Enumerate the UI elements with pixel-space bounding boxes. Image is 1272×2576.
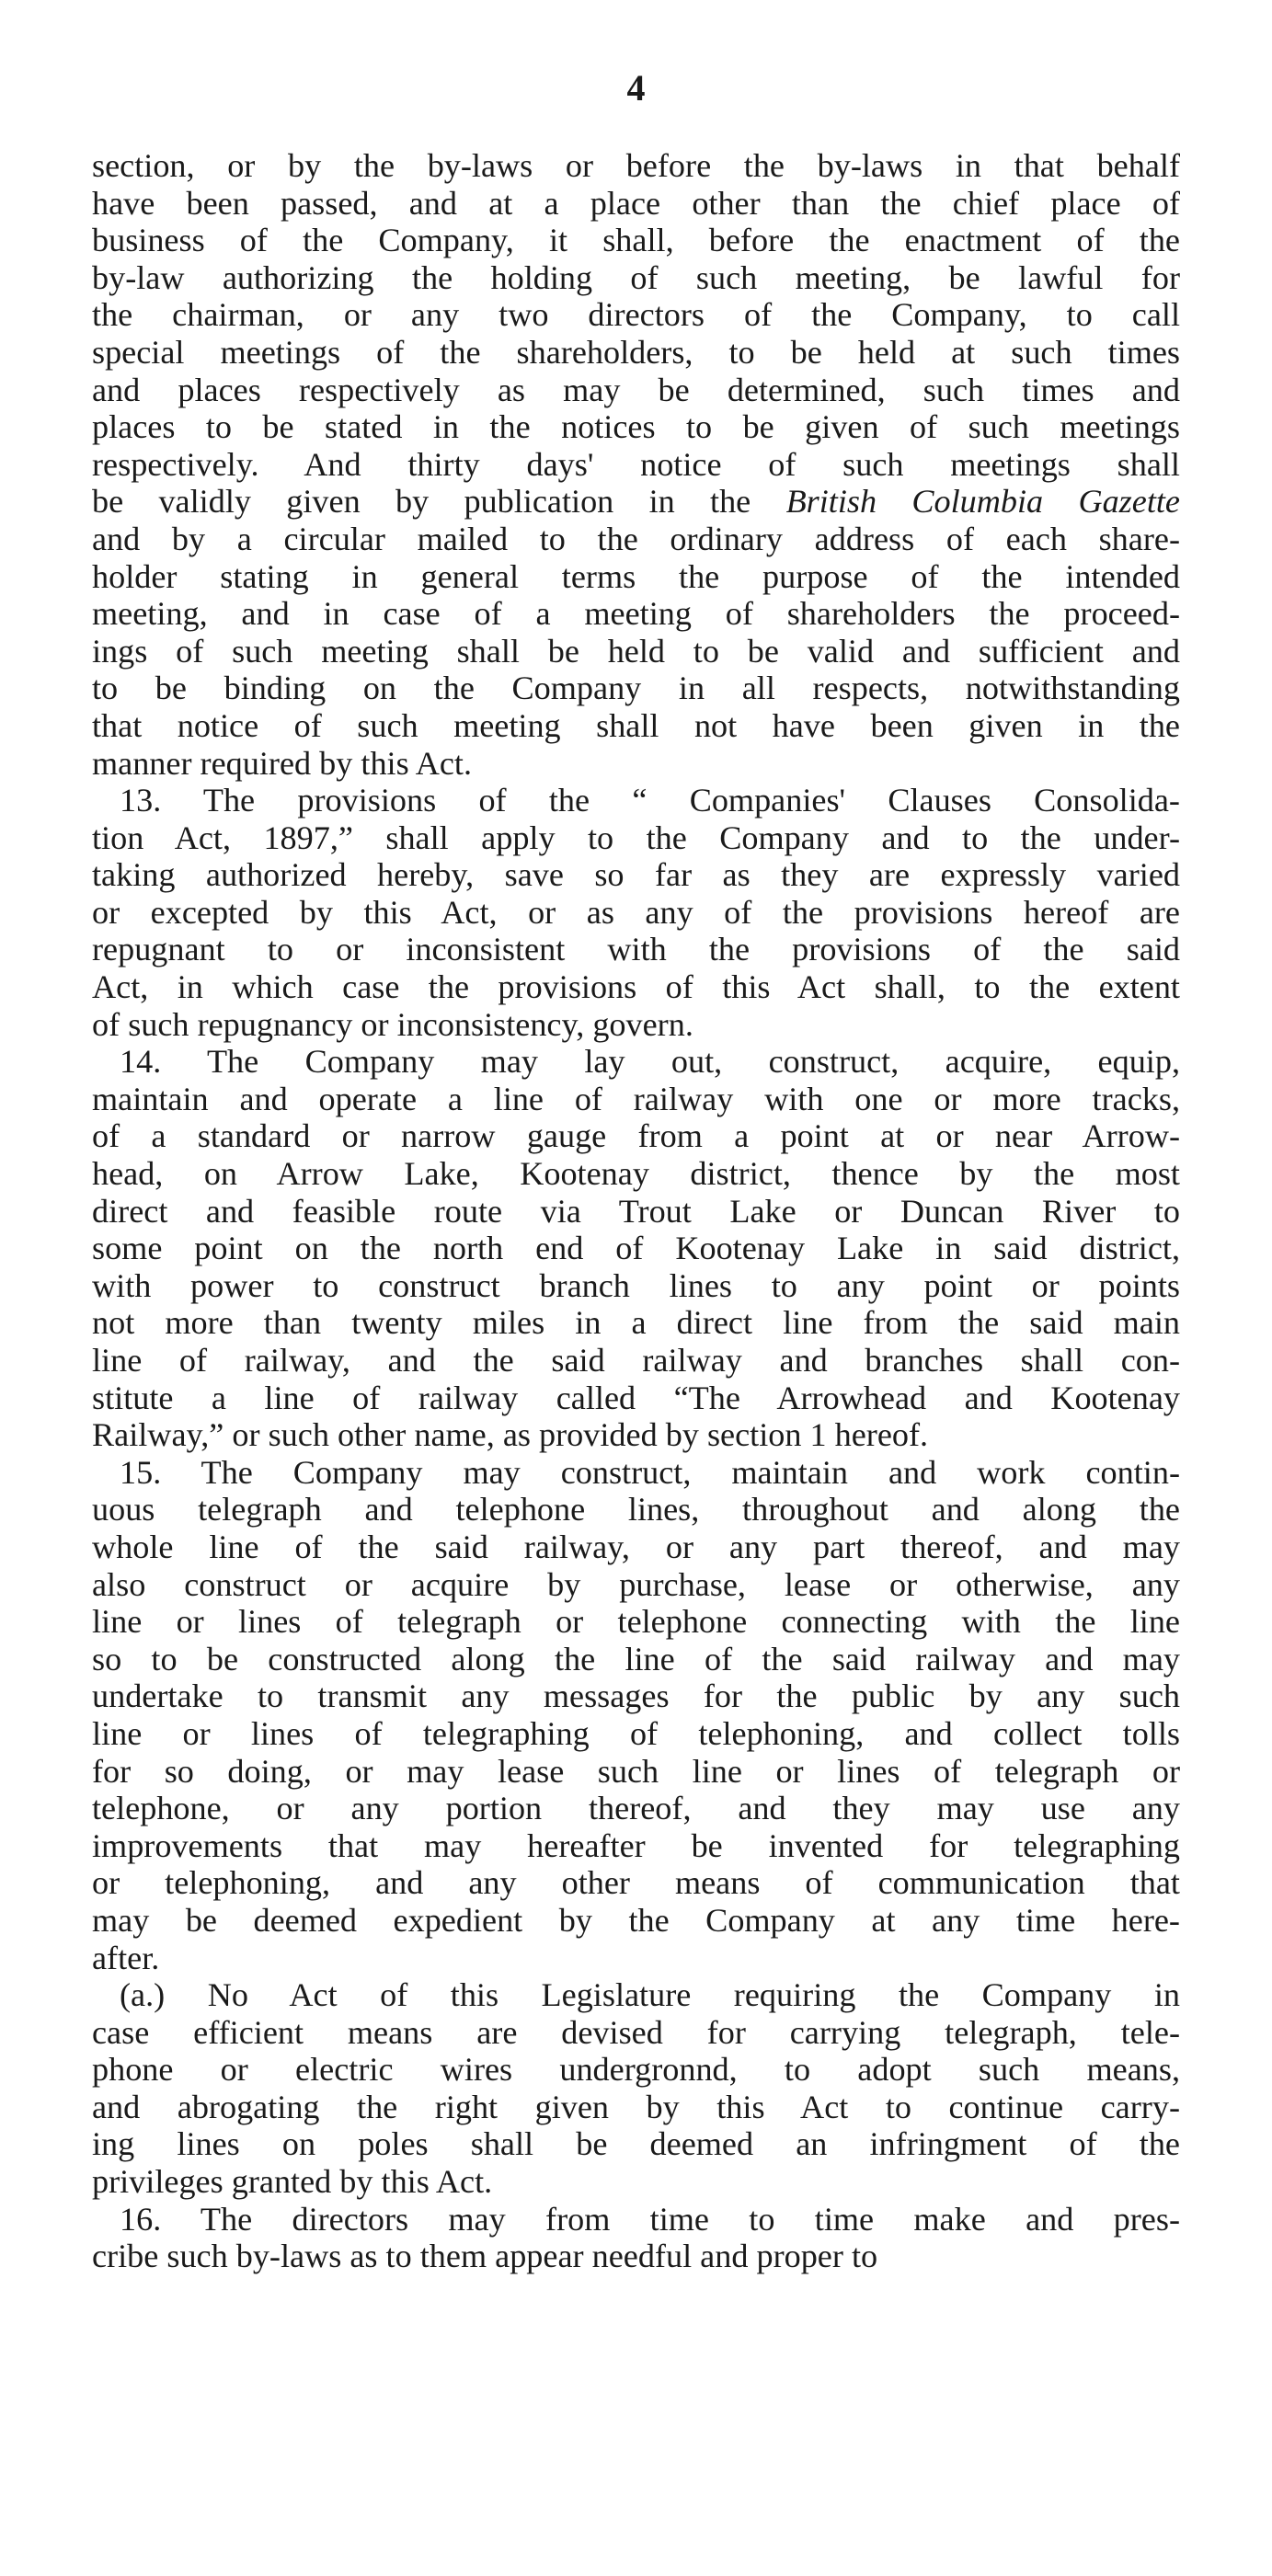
text-line: undertake to transmit any messages for the public by any such — [92, 1677, 1180, 1715]
page-number: 4 — [626, 67, 646, 109]
text-line: improvements that may hereafter be invented for telegraphing — [92, 1826, 1180, 1864]
paragraph-section-14 — [92, 1043, 1180, 1454]
text-line: of a standard or narrow gauge from a point at or near Arrow- — [92, 1117, 1180, 1155]
text-line: special meetings of the shareholders, to be held at such times — [92, 333, 1180, 371]
text-line: also construct or acquire by purchase, lease or otherwise, any — [92, 1565, 1180, 1603]
text-line: and abrogating the right given by this Act to continue carry- — [92, 2088, 1180, 2125]
text-line: 15. The Company may construct, maintain and work contin- — [120, 1453, 1180, 1491]
text-line: or excepted by this Act, or as any of the provisions hereof are — [92, 893, 1180, 931]
text-line: ing lines on poles shall be deemed an infringment of the — [92, 2125, 1180, 2163]
text-line: ings of such meeting shall be held to be valid and sufficient and — [92, 632, 1180, 670]
paragraph-section-13 — [92, 782, 1180, 1043]
text-line: uous telegraph and telephone lines, throughout and along the — [92, 1491, 1180, 1528]
text-line: cribe such by-laws as to them appear needful and proper to — [92, 2238, 878, 2275]
text-line: that notice of such meeting shall not have been given in the — [92, 706, 1180, 744]
text-line: not more than twenty miles in a direct line from the said main — [92, 1304, 1180, 1342]
text-line: line of railway, and the said railway and branches shall con- — [92, 1342, 1180, 1379]
text-line: maintain and operate a line of railway with one or more tracks, — [92, 1080, 1180, 1117]
text-line: holder stating in general terms the purpose of the intended — [92, 557, 1180, 595]
text-line: some point on the north end of Kootenay Lake in said district, — [92, 1230, 1180, 1267]
paragraph-section-16 — [92, 2201, 1180, 2275]
text-line: meeting, and in case of a meeting of shareholders the proceed- — [92, 595, 1180, 633]
text-line: manner required by this Act. — [92, 744, 473, 782]
text-line: of such repugnancy or inconsistency, govern. — [92, 1005, 693, 1043]
paragraph-p-continued — [92, 147, 1180, 782]
text-line: phone or electric wires undergronnd, to adopt such means, — [92, 2051, 1180, 2089]
text-line: be validly given by publication in the British Columbia Gazette — [92, 483, 1180, 521]
text-line: privileges granted by this Act. — [92, 2163, 493, 2201]
text-line: to be binding on the Company in all respects, notwithstanding — [92, 670, 1180, 707]
text-line: head, on Arrow Lake, Kootenay district, thence by the most — [92, 1155, 1180, 1193]
text-line: and by a circular mailed to the ordinary address of each share- — [92, 520, 1180, 557]
text-line: stitute a line of railway called “The Arrowhead and Kootenay — [92, 1379, 1180, 1416]
text-line: line or lines of telegraph or telephone connecting with the line — [92, 1603, 1180, 1641]
text-line: business of the Company, it shall, before the enactment of the — [92, 222, 1180, 259]
text-line: Act, in which case the provisions of this Act shall, to the extent — [92, 968, 1180, 1006]
text-line: taking authorized hereby, save so far as they are expressly varied — [92, 856, 1180, 894]
body-text — [92, 147, 1180, 2275]
text-line: 13. The provisions of the “ Companies' Clauses Consolida- — [120, 782, 1180, 819]
text-line: places to be stated in the notices to be given of such meetings — [92, 408, 1180, 446]
text-line: after. — [92, 1939, 160, 1976]
text-line: direct and feasible route via Trout Lake or Duncan River to — [92, 1192, 1180, 1230]
paragraph-section-15a — [92, 1976, 1180, 2201]
text-line: Railway,” or such other name, as provided by section 1 hereof. — [92, 1416, 929, 1454]
text-line: so to be constructed along the line of the said railway and may — [92, 1640, 1180, 1677]
text-line: tion Act, 1897,” shall apply to the Company and to the under- — [92, 819, 1180, 856]
text-line: or telephoning, and any other means of communication that — [92, 1864, 1180, 1902]
text-line: respectively. And thirty days' notice of such meetings shall — [92, 445, 1180, 483]
text-line: with power to construct branch lines to any point or points — [92, 1266, 1180, 1304]
text-line: 14. The Company may lay out, construct, acquire, equip, — [120, 1043, 1180, 1081]
text-line: the chairman, or any two directors of the Company, to call — [92, 296, 1180, 334]
text-line: and places respectively as may be determined, such times and — [92, 371, 1180, 408]
text-line: have been passed, and at a place other than the chief place of — [92, 184, 1180, 222]
text-line: by-law authorizing the holding of such meeting, be lawful for — [92, 258, 1180, 296]
text-line: repugnant to or inconsistent with the provisions of the said — [92, 931, 1180, 968]
gazette-title: British Columbia Gazette — [785, 483, 1180, 521]
paragraph-section-15 — [92, 1454, 1180, 1976]
text-line: whole line of the said railway, or any part thereof, and may — [92, 1528, 1180, 1565]
text-line: telephone, or any portion thereof, and they may use any — [92, 1790, 1180, 1827]
text-line: (a.) No Act of this Legislature requiring the Company in — [120, 1976, 1180, 2014]
text-line: for so doing, or may lease such line or lines of telegraph or — [92, 1752, 1180, 1790]
text-line: case efficient means are devised for carrying telegraph, tele- — [92, 2013, 1180, 2051]
text-line: 16. The directors may from time to time make and pres- — [120, 2200, 1180, 2238]
text-line: section, or by the by-laws or before the by-laws in that behalf — [92, 147, 1180, 184]
text-line: may be deemed expedient by the Company at any time here- — [92, 1901, 1180, 1939]
text-line: line or lines of telegraphing of telephoning, and collect tolls — [92, 1714, 1180, 1752]
